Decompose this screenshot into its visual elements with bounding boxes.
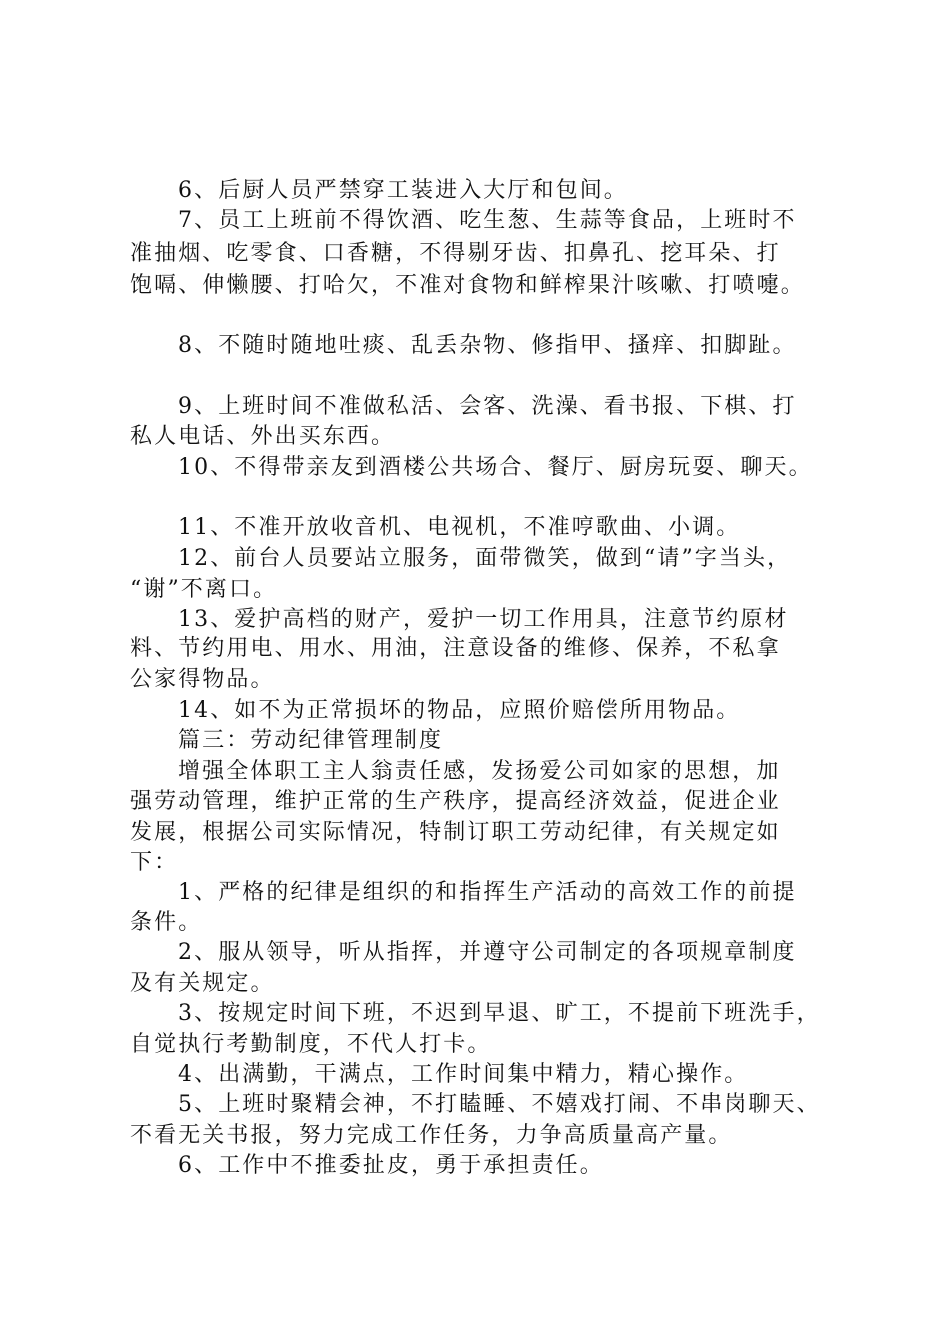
text-line: 下： [130,850,179,875]
text-line: 6、后厨人员严禁穿工装进入大厅和包间。 [178,178,628,203]
text-line: 11、不准开放收音机、电视机，不准哼歌曲、小调。 [178,515,741,540]
text-line: 4、出满勤，干满点，工作时间集中精力，精心操作。 [178,1062,749,1087]
text-line: 8、不随时随地吐痰、乱丢杂物、修指甲、搔痒、扣脚趾。 [178,333,797,358]
text-line: 1、严格的纪律是组织的和指挥生产活动的高效工作的前提 [178,880,797,905]
text-line: 饱嗝、伸懒腰、打哈欠，不准对食物和鲜榨果汁咳嗽、打喷嚏。 [130,273,805,298]
text-line: 10、不得带亲友到酒楼公共场合、餐厅、厨房玩耍、聊天。 [178,455,813,480]
text-line: 及有关规定。 [130,971,275,996]
text-line: 自觉执行考勤制度，不代人打卡。 [130,1032,492,1057]
text-line: 条件。 [130,910,203,935]
text-line: 12、前台人员要站立服务，面带微笑，做到“请”字当头， [178,546,792,571]
text-line: 13、爱护高档的财产，爱护一切工作用具，注意节约原材 [178,607,789,632]
text-line: 2、服从领导，听从指挥，并遵守公司制定的各项规章制度 [178,940,797,965]
text-line: 3、按规定时间下班，不迟到早退、旷工，不提前下班洗手， [178,1001,821,1026]
text-line: 私人电话、外出买东西。 [130,424,396,449]
text-line: 9、上班时间不准做私活、会客、洗澡、看书报、下棋、打 [178,394,797,419]
text-line: 增强全体职工主人翁责任感，发扬爱公司如家的思想，加 [178,759,781,784]
text-line: 公家得物品。 [130,667,275,692]
text-line: 准抽烟、吃零食、口香糖，不得剔牙齿、扣鼻孔、挖耳朵、打 [130,241,781,266]
text-line: 料、节约用电、用水、用油，注意设备的维修、保养，不私拿 [130,636,781,661]
text-line: 14、如不为正常损坏的物品，应照价赔偿所用物品。 [178,698,741,723]
text-line: 6、工作中不推委扯皮，勇于承担责任。 [178,1153,604,1178]
text-line: 强劳动管理，维护正常的生产秩序，提高经济效益，促进企业 [130,789,781,814]
section-heading: 篇三：劳动纪律管理制度 [178,728,444,753]
text-line: “谢”不离口。 [130,577,278,602]
text-line: 5、上班时聚精会神，不打瞌睡、不嬉戏打闹、不串岗聊天、 [178,1092,821,1117]
text-line: 7、员工上班前不得饮酒、吃生葱、生蒜等食品，上班时不 [178,208,797,233]
text-line: 发展，根据公司实际情况，特制订职工劳动纪律，有关规定如 [130,820,781,845]
text-line: 不看无关书报，努力完成工作任务，力争高质量高产量。 [130,1123,733,1148]
